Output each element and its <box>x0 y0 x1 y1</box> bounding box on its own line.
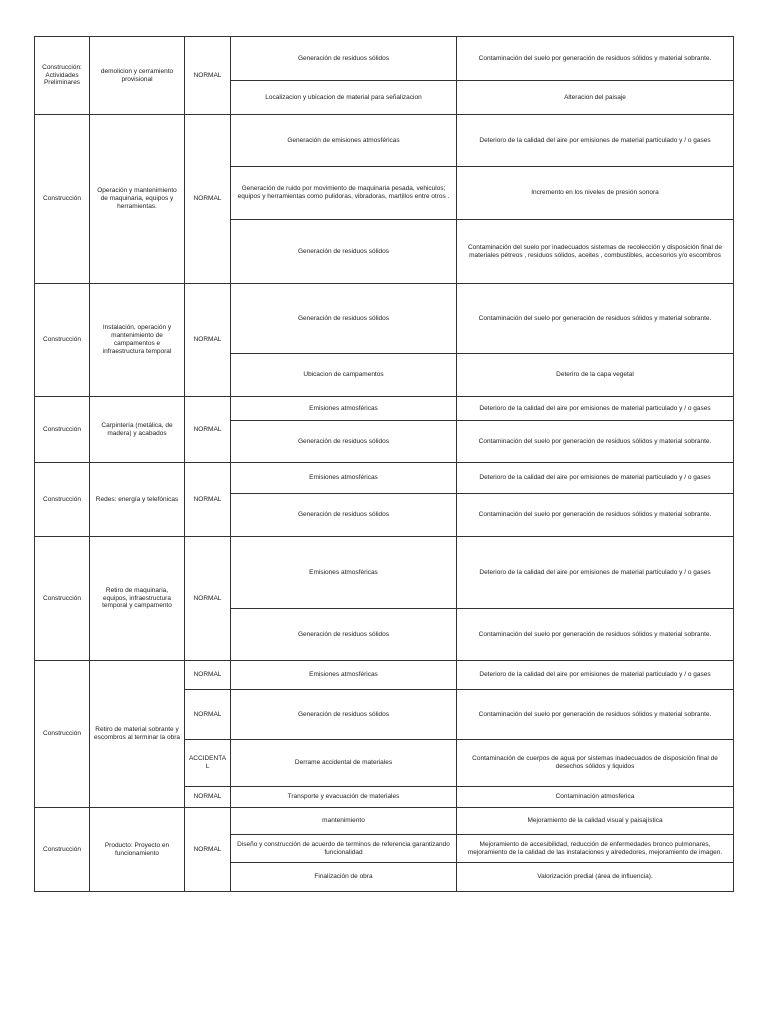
table-row <box>35 808 734 835</box>
aspect-cell: Ubicacion de campamentos <box>231 354 457 397</box>
aspect-cell: Generación de residuos sólidos <box>231 494 457 537</box>
aspect-cell: Generación de residuos sólidos <box>231 690 457 740</box>
condition-cell: NORMAL <box>185 808 231 892</box>
aspect-cell: Emisiones atmosféricas <box>231 661 457 690</box>
condition-cell: NORMAL <box>185 115 231 284</box>
activity-cell: Operación y mantenimiento de maquinaria, equipos y herramientas. <box>90 115 185 284</box>
impact-cell: Contaminación de cuerpos de agua por sistemas inadecuados de disposición final de desechos sólidos y liquidos <box>457 740 734 787</box>
activity-cell: Redes: energía y telefónicas <box>90 463 185 537</box>
activity-cell: Retiro de material sobrante y escombros al terminar la obra <box>90 661 185 808</box>
table-row <box>35 397 734 421</box>
aspect-cell: mantenimiento <box>231 808 457 835</box>
aspect-cell: Generación de residuos sólidos <box>231 37 457 81</box>
impact-cell: Deterioro de la calidad del aire por emisiones de material particulado y / o gases <box>457 463 734 494</box>
condition-cell: NORMAL <box>185 284 231 397</box>
aspect-cell: Generación de residuos sólidos <box>231 220 457 284</box>
table-row <box>35 537 734 609</box>
condition-cell: NORMAL <box>185 787 231 808</box>
condition-cell: NORMAL <box>185 37 231 115</box>
stage-cell: Construcción <box>35 115 90 284</box>
impact-cell: Deterioro de la calidad del aire por emisiones de material particulado y / o gases <box>457 537 734 609</box>
aspect-cell: Transporte y evacuación de materiales <box>231 787 457 808</box>
activity-cell: Retiro de maquinaria, equipos, infraestructura temporal y campamento <box>90 537 185 661</box>
stage-cell: Construcción <box>35 537 90 661</box>
condition-cell: NORMAL <box>185 397 231 463</box>
impact-cell: Deterioro de la calidad del aire por emisiones de material particulado y / o gases <box>457 661 734 690</box>
aspect-cell: Diseño y construcción de acuerdo de terminos de referencia garantizando funcionalidad <box>231 835 457 863</box>
condition-cell: ACCIDENTAL <box>185 740 231 787</box>
table-row <box>35 463 734 494</box>
aspect-cell: Emisiones atmosféricas <box>231 463 457 494</box>
impact-cell: Deterioro de la calidad del aire por emisiones de material particulado y / o gases <box>457 115 734 167</box>
impact-cell: Contaminación del suelo por generación de residuos sólidos y material sobrante. <box>457 690 734 740</box>
impact-cell: Deteriro de la capa vegetal <box>457 354 734 397</box>
stage-cell: Construcción <box>35 661 90 808</box>
impact-cell: Contaminación atmosferica <box>457 787 734 808</box>
aspect-cell: Generación de residuos sólidos <box>231 421 457 463</box>
environmental-aspects-table <box>34 36 734 892</box>
table-row <box>35 37 734 81</box>
condition-cell: NORMAL <box>185 463 231 537</box>
impact-cell: Mejoramiento de la calidad visual y paisajística <box>457 808 734 835</box>
activity-cell: Producto: Proyecto en funcionamiento <box>90 808 185 892</box>
impact-cell: Contaminación del suelo por generación de residuos sólidos y material sobrante. <box>457 37 734 81</box>
aspect-cell: Generación de ruido por movimiento de maquinaria pesada, vehiculos; equipos y herramientas como pulidoras, vibradoras, martillos entre otros . <box>231 167 457 220</box>
aspect-cell: Derrame accidental de materiales <box>231 740 457 787</box>
aspect-cell: Generación de residuos sólidos <box>231 284 457 354</box>
impact-cell: Mejoramiento de accesibilidad, reducción de enfermedades bronco pulmonares, mejoramiento de la calidad de las instalaciones y alrededores, mejoramiento de imagen. <box>457 835 734 863</box>
impact-cell: Valorización predial (área de influencia). <box>457 863 734 892</box>
stage-cell: Construcción <box>35 284 90 397</box>
activity-cell: demolicion y cerramiento provisional <box>90 37 185 115</box>
aspect-cell: Emisiones atmosféricas <box>231 537 457 609</box>
condition-cell: NORMAL <box>185 690 231 740</box>
impact-cell: Deterioro de la calidad del aire por emisiones de material particulado y / o gases <box>457 397 734 421</box>
impact-cell: Alteracion del paisaje <box>457 81 734 115</box>
stage-cell: Construcción <box>35 397 90 463</box>
impact-cell: Contaminación del suelo por generación de residuos sólidos y material sobrante. <box>457 284 734 354</box>
aspect-cell: Emisiones atmosféricas <box>231 397 457 421</box>
impact-cell: Contaminación del suelo por generación de residuos sólidos y material sobrante. <box>457 421 734 463</box>
aspect-cell: Generación de residuos sólidos <box>231 609 457 661</box>
impact-cell: Contaminación del suelo por generación de residuos sólidos y material sobrante. <box>457 609 734 661</box>
table-row <box>35 115 734 167</box>
impact-cell: Incremento en los niveles de presión sonora <box>457 167 734 220</box>
impact-cell: Contaminación del suelo por generación de residuos sólidos y material sobrante. <box>457 494 734 537</box>
condition-cell: NORMAL <box>185 661 231 690</box>
aspect-cell: Localizacion y ubicacion de material para señalizacion <box>231 81 457 115</box>
activity-cell: Instalación, operación y mantenimiento de campamentos e infraestructura temporal <box>90 284 185 397</box>
stage-cell: Construcción <box>35 463 90 537</box>
stage-cell: Construcción: Actividades Preliminares <box>35 37 90 115</box>
condition-cell: NORMAL <box>185 537 231 661</box>
table-row <box>35 661 734 690</box>
stage-cell: Construcción <box>35 808 90 892</box>
table-row <box>35 284 734 354</box>
impact-cell: Contaminación del suelo por inadecuados sistemas de recolección y disposición final de materiales pétreos , residuos sólidos, aceites , combustibles, accesorios y/o escombros <box>457 220 734 284</box>
aspect-cell: Finalización de obra <box>231 863 457 892</box>
activity-cell: Carpintería (metálica, de madera) y acabados <box>90 397 185 463</box>
aspect-cell: Generación de emisiones atmosféricas <box>231 115 457 167</box>
